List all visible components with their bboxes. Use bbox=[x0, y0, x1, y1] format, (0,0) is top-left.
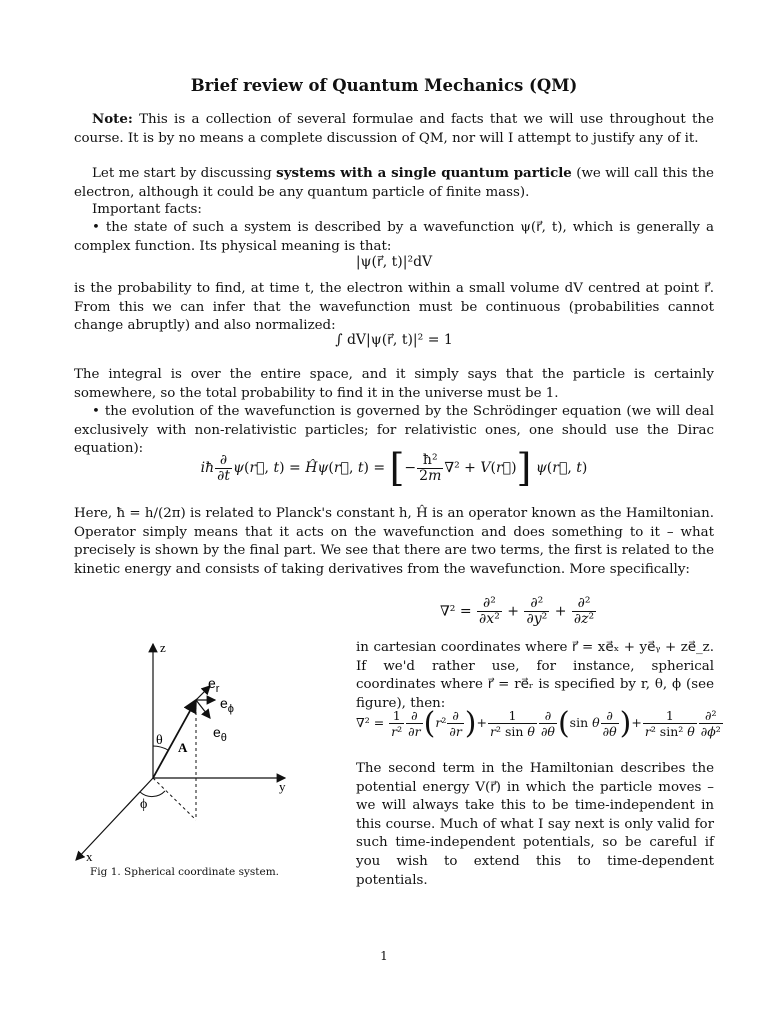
spherical-coordinates-figure bbox=[60, 636, 320, 866]
fraction-kinetic: $\frac{\text{ħ²}}{2m}$ bbox=[419, 451, 442, 484]
hamiltonian-paragraph: Here, ħ = h/(2π) is related to Planck's constant h, Ĥ is an operator known as the Hamiltonian. Operator simply means that it acts on the wavefunction and does something to it – what precisely is shown by the final part. We see that there are two terms, the first is related to the kinetic energy and consists of taking derivatives from the wavefunction. More specifically: bbox=[74, 506, 714, 577]
equation-laplacian-spherical: ∇² = $\frac{1}{\text{r²}}$ $\frac{\partial}{\partial r}$ (r² $\frac{\partial}{\partial r}$ )+ $\frac{1}{\text{r² sin θ}}$ $\frac{\partial}{\partial\theta}$ (sin θ $\frac{\partial}{\partial\theta}$ )+ $\frac{1}{\text{r² sin² θ}}$ $\frac{\text{∂²}}{\text{∂ϕ²}}$ bbox=[356, 706, 721, 741]
fraction-time-derivative: $\frac{\partial}{\partial t}$ bbox=[217, 451, 230, 484]
note-paragraph bbox=[74, 110, 714, 148]
unit-vector-etheta bbox=[196, 700, 210, 718]
y-label: y bbox=[279, 779, 286, 794]
x-label: x bbox=[86, 849, 93, 864]
integral-paragraph: The integral is over the entire space, and it simply says that the particle is certainly somewhere, so the total probability to find it in the universe must be 1. bbox=[74, 367, 714, 401]
document-title: Brief review of Quantum Mechanics (QM) bbox=[190, 76, 578, 95]
fact2-text: • the evolution of the wavefunction is governed by the Schrödinger equation (we will deal exclusively with non-relativistic particles; for relativistic ones, one should use the Dirac equation): bbox=[74, 404, 714, 457]
equation-schrodinger: iħ $\frac{\partial}{\partial t}$ ψ(r⃗, t) = Ĥψ(r⃗, t) = [− $\frac{\text{ħ²}}{2m}$ ∇² + V(r⃗)] ψ(r⃗, t) bbox=[200, 446, 588, 490]
cartesian-paragraph: in cartesian coordinates where r⃗ = xe⃗ₓ + ye⃗ᵧ + ze⃗_z. If we'd rather use, for instance, spherical coordinates where r⃗ = re⃗ᵣ is specified by r, θ, ϕ (see figure), then: bbox=[356, 640, 714, 711]
probability-paragraph: is the probability to find, at time t, the electron within a small volume dV centred at point r⃗. From this we can infer that the wavefunction must be continuous (probabilities cannot change abruptly) and also normalized: bbox=[74, 281, 714, 334]
note-text: This is a collection of several formulae and facts that we will use throughout the course. It is by no means a complete discussion of QM, nor will I attempt to justify any of it. bbox=[74, 112, 714, 146]
equation-laplacian-cartesian: ∇² = $\frac{\text{∂²}}{\text{∂x²}}$ + $\frac{\text{∂²}}{\text{∂y²}}$ + $\frac{\text{∂²}}{\text{∂z²}}$ bbox=[440, 595, 595, 627]
facts-heading-text: Important facts: bbox=[92, 202, 202, 217]
figure-caption: Fig 1. Spherical coordinate system. bbox=[90, 866, 280, 878]
facts-heading bbox=[74, 201, 714, 220]
intro-bold: systems with a single quantum particle bbox=[276, 165, 572, 181]
phi-arc bbox=[140, 791, 165, 797]
equation-probability: |ψ(r⃗, t)|²dV bbox=[355, 254, 433, 270]
fact1-text: • the state of such a system is described by a wavefunction ψ(r⃗, t), which is generally a complex function. Its physical meaning is that: bbox=[74, 220, 714, 254]
note-label: Note: bbox=[92, 111, 133, 127]
potential-paragraph: The second term in the Hamiltonian describes the potential energy V(r⃗) in which the particle moves – we will always take this to be time-independent in this course. Much of what I say next is only valid for such time-independent potentials, so be careful if you wish to extend this to time-dependent potentials. bbox=[356, 761, 714, 888]
vector-a-label: A bbox=[178, 740, 188, 755]
intro-after: (we will call this the electron, although it could be any quantum particle of finite mass). bbox=[74, 166, 714, 200]
fact1-paragraph bbox=[74, 219, 714, 256]
intro-before: Let me start by discussing bbox=[92, 166, 277, 181]
er-label: $e_r$ bbox=[208, 675, 220, 695]
intro-paragraph bbox=[74, 164, 714, 202]
z-label: z bbox=[160, 640, 166, 655]
x-axis bbox=[76, 778, 153, 860]
page-number: 1 bbox=[380, 949, 388, 963]
theta-label: θ bbox=[156, 733, 163, 748]
etheta-label: $e_\theta$ bbox=[213, 724, 227, 744]
projection-radial bbox=[153, 778, 196, 820]
phi-label: ϕ bbox=[140, 797, 148, 812]
equation-normalization: ∫ dV|ψ(r⃗, t)|² = 1 bbox=[335, 332, 453, 348]
ephi-label: $e_\phi$ bbox=[220, 695, 234, 715]
